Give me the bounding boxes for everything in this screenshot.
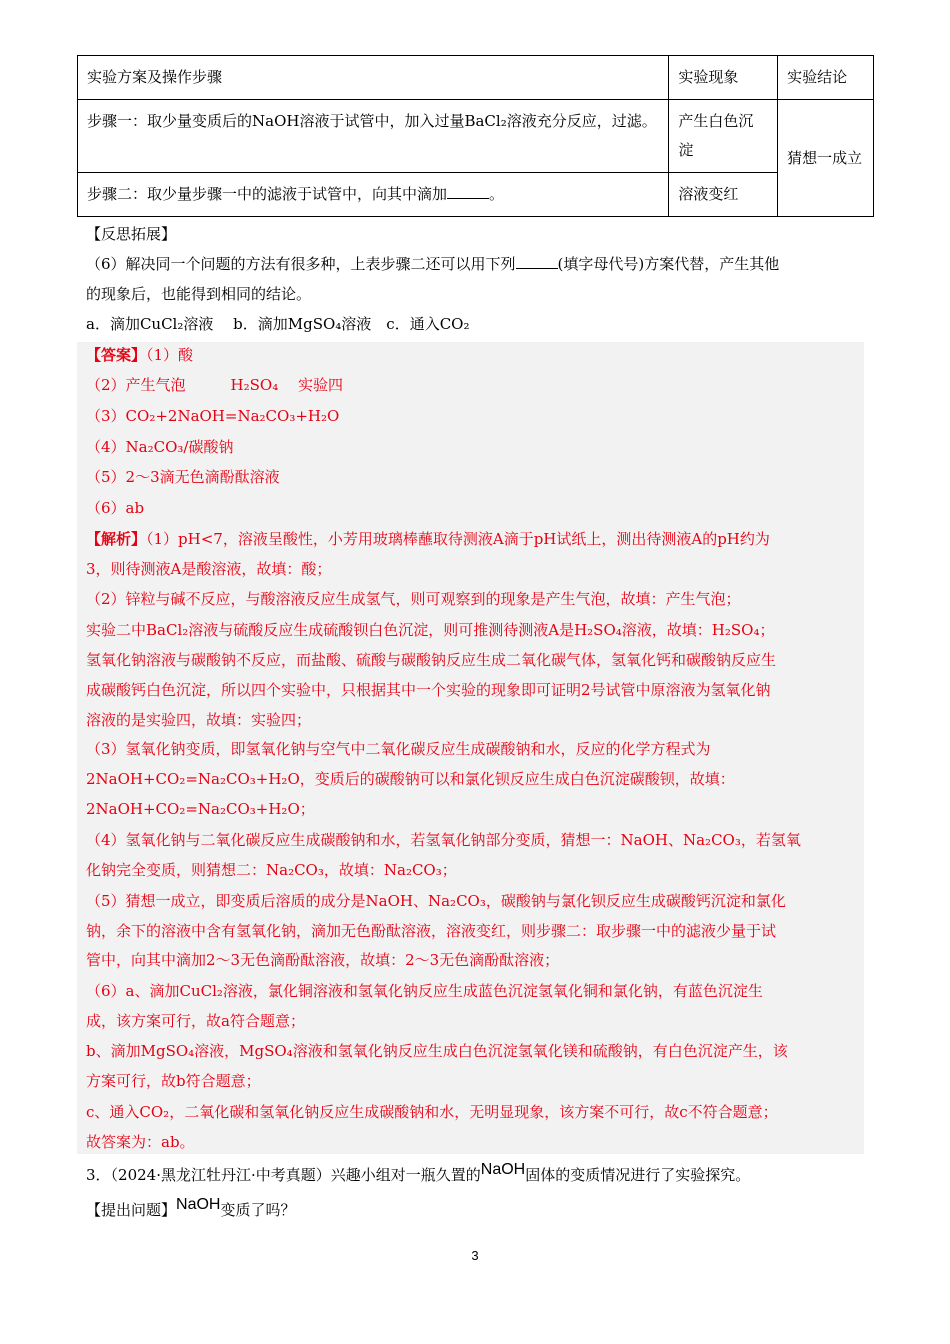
analysis-p7-l1: （5）猜想一成立，即变质后溶质的成分是NaOH、Na₂CO₃，碳酸钠与氯化钡反应生成碳酸钙沉淀和氯化 — [86, 892, 786, 910]
analysis-p9-l2: 方案可行，故b符合题意； — [86, 1072, 261, 1090]
question-3-text: 3．（2024·黑龙江牡丹江·中考真题）兴趣小组对一瓶久置的 — [86, 1166, 481, 1184]
answer-6: （6）ab — [86, 499, 145, 517]
analysis-p1: （1）pH<7，溶液呈酸性，小芳用玻璃棒蘸取待测液A滴于pH试纸上，测出待测液A的pH约为 — [146, 530, 770, 548]
page-number: 3 — [471, 1248, 479, 1263]
analysis-p6-l2: 化钠完全变质，则猜想二：Na₂CO₃，故填：Na₂CO₃； — [86, 861, 457, 879]
step-one-cell: 步骤一：取少量变质后的NaOH溶液于试管中，加入过量BaCl₂溶液充分反应，过滤。 — [78, 100, 669, 173]
analysis-p1-cont: 3，则待测液A是酸溶液，故填：酸； — [86, 560, 332, 578]
step-two-end: 。 — [489, 185, 505, 203]
analysis-p4-l2: 成碳酸钙白色沉淀，所以四个实验中，只根据其中一个实验的现象即可证明2号试管中原溶液为氢氧化钠 — [86, 681, 771, 699]
step-one-phenomenon: 产生白色沉淀 — [669, 100, 778, 173]
answer-blank — [447, 184, 489, 199]
analysis-p10-l2: 故答案为：ab。 — [86, 1133, 195, 1151]
experiment-table — [77, 55, 874, 217]
analysis-p9-l1: b、滴加MgSO₄溶液，MgSO₄溶液和氢氧化钠反应生成白色沉淀氢氧化镁和硫酸钠，有白色沉淀产生，该 — [86, 1042, 788, 1060]
answer-3: （3）CO₂+2NaOH=Na₂CO₃+H₂O — [86, 407, 340, 425]
analysis-line-1 — [86, 524, 770, 554]
table-row — [78, 100, 874, 173]
step-two-text: 步骤二：取少量步骤一中的滤液于试管中，向其中滴加 — [87, 185, 448, 203]
answer-blank — [516, 254, 558, 269]
raise-question-label: 【提出问题】 — [86, 1201, 177, 1219]
answer-4: （4）Na₂CO₃/碳酸钠 — [86, 438, 234, 456]
conclusion-cell: 猜想一成立 — [778, 100, 874, 217]
question-6-text-end: (填字母代号)方案代替，产生其他 — [557, 255, 780, 273]
table-row — [78, 173, 874, 217]
answer-2: （2）产生气泡 H₂SO₄ 实验四 — [86, 376, 343, 394]
step-two-cell — [78, 173, 669, 217]
naoh-formula: NaOH — [176, 1196, 221, 1213]
analysis-p8-l2: 成，该方案可行，故a符合题意； — [86, 1012, 305, 1030]
analysis-p5-l1: （3）氢氧化钠变质，即氢氧化钠与空气中二氧化碳反应生成碳酸钠和水，反应的化学方程式为 — [86, 740, 711, 758]
naoh-formula: NaOH — [480, 1161, 526, 1178]
table-header-row — [78, 56, 874, 100]
analysis-p4-l3: 溶液的是实验四，故填：实验四； — [86, 711, 312, 729]
analysis-label: 【解析】 — [86, 530, 147, 548]
analysis-p4-l1: 氢氧化钠溶液与碳酸钠不反应，而盐酸、硫酸与碳酸钠反应生成二氧化碳气体，氢氧化钙和碳酸钠反应生 — [86, 651, 777, 669]
answer-1: （1）酸 — [146, 346, 194, 364]
analysis-p7-l3: 管中，向其中滴加2～3无色滴酚酞溶液，故填：2～3无色滴酚酞溶液； — [86, 951, 560, 969]
analysis-p7-l2: 钠，余下的溶液中含有氢氧化钠，滴加无色酚酞溶液，溶液变红，则步骤二：取步骤一中的滤液少量于试 — [86, 922, 777, 940]
header-conclusion: 实验结论 — [778, 56, 874, 100]
analysis-p10-l1: c、通入CO₂，二氧化碳和氢氧化钠反应生成碳酸钠和水，无明显现象，该方案不可行，故c不符合题意； — [86, 1103, 778, 1121]
question-6 — [86, 249, 779, 279]
analysis-p3: 实验二中BaCl₂溶液与硫酸反应生成硫酸钡白色沉淀，则可推测待测液A是H₂SO₄溶液，故填：H₂SO₄； — [86, 621, 775, 639]
analysis-p5-l3: 2NaOH+CO₂=Na₂CO₃+H₂O； — [86, 800, 315, 818]
question-6-line2: 的现象后，也能得到相同的结论。 — [86, 285, 312, 303]
analysis-p5-l2: 2NaOH+CO₂=Na₂CO₃+H₂O，变质后的碳酸钠可以和氯化钡反应生成白色沉淀碳酸钡，故填： — [86, 770, 735, 788]
question-3-text-end: 固体的变质情况进行了实验探究。 — [525, 1166, 751, 1184]
header-procedure: 实验方案及操作步骤 — [78, 56, 669, 100]
header-phenomenon: 实验现象 — [669, 56, 778, 100]
answer-label: 【答案】 — [86, 346, 147, 364]
step-two-phenomenon: 溶液变红 — [669, 173, 778, 217]
question-3-line2 — [86, 1195, 295, 1226]
question-3-line1 — [86, 1160, 750, 1191]
answer-5: （5）2～3滴无色滴酚酞溶液 — [86, 468, 280, 486]
question-6-text: （6）解决同一个问题的方法有很多种，上表步骤二还可以用下列 — [86, 255, 516, 273]
raise-question-text: 变质了吗？ — [220, 1201, 296, 1219]
answer-line-1 — [86, 340, 193, 370]
analysis-p6-l1: （4）氢氧化钠与二氧化碳反应生成碳酸钠和水，若氢氧化钠部分变质，猜想一：NaOH、Na₂CO₃，若氢氧 — [86, 831, 801, 849]
question-6-options: a．滴加CuCl₂溶液 b．滴加MgSO₄溶液 c．通入CO₂ — [86, 315, 470, 333]
analysis-p2: （2）锌粒与碱不反应，与酸溶液反应生成氢气，则可观察到的现象是产生气泡，故填：产生气泡； — [86, 590, 741, 608]
analysis-p8-l1: （6）a、滴加CuCl₂溶液，氯化铜溶液和氢氧化钠反应生成蓝色沉淀氢氧化铜和氯化钠，有蓝色沉淀生 — [86, 982, 763, 1000]
reflect-heading: 【反思拓展】 — [86, 225, 177, 243]
